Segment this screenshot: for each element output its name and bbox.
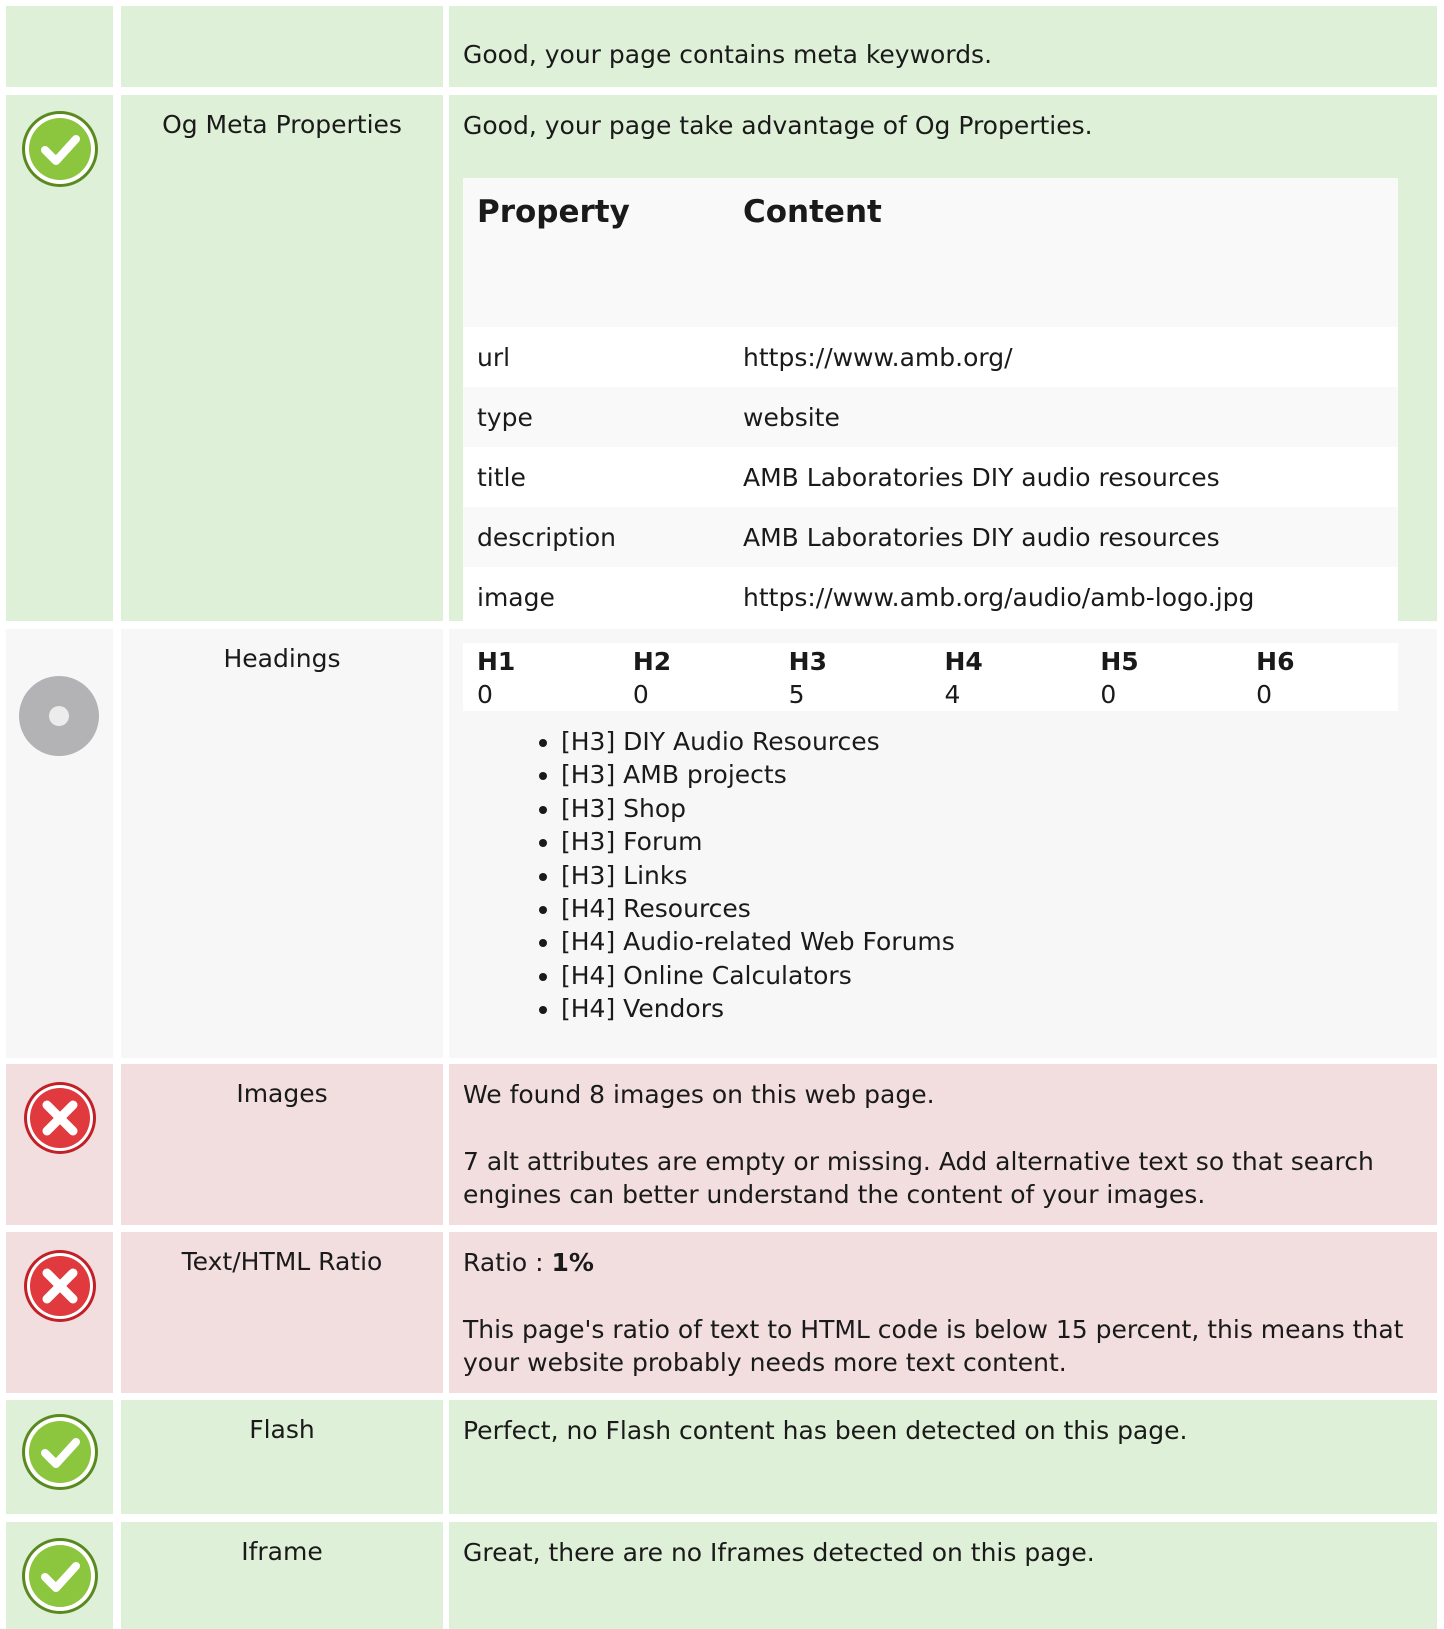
list-item: • [H3] AMB projects — [561, 758, 955, 791]
table-row — [463, 447, 1398, 507]
column-header-property: Property — [463, 178, 729, 327]
alt-attributes-message: 7 alt attributes are empty or missing. Add alternative text so that search engines can better understand the content of your images. — [463, 1147, 1374, 1209]
ratio-label: Ratio : — [463, 1248, 552, 1277]
list-item: • [H3] Links — [561, 859, 955, 892]
x-circle-icon — [20, 1246, 100, 1326]
heading-count-h3 — [775, 643, 931, 711]
column-header-content: Content — [729, 178, 1398, 327]
table-row — [463, 327, 1398, 387]
table-row — [463, 387, 1398, 447]
heading-count-h5 — [1086, 643, 1242, 711]
iframe-message: Great, there are no Iframes detected on this page. — [463, 1538, 1095, 1567]
name-cell — [121, 629, 443, 1058]
check-circle-icon — [20, 109, 100, 189]
row-title: Text/HTML Ratio — [181, 1247, 383, 1276]
property-cell: type — [463, 387, 729, 447]
name-cell — [121, 1064, 443, 1225]
heading-tag: H5 — [1100, 647, 1139, 676]
heading-tag: H6 — [1256, 647, 1295, 676]
property-cell: title — [463, 447, 729, 507]
row-title: Iframe — [241, 1537, 323, 1566]
property-cell: description — [463, 507, 729, 567]
flash-row — [0, 1400, 1444, 1514]
heading-tag: H3 — [788, 647, 827, 676]
heading-count: 0 — [1256, 680, 1273, 709]
status-cell — [6, 1522, 113, 1629]
content-cell: AMB Laboratories DIY audio resources — [729, 507, 1398, 567]
row-title: Flash — [249, 1415, 315, 1444]
result-cell — [449, 629, 1437, 1058]
list-item: • [H4] Audio-related Web Forums — [561, 925, 955, 958]
heading-count: 0 — [1100, 680, 1117, 709]
images-row — [0, 1064, 1444, 1225]
x-circle-icon — [20, 1078, 100, 1158]
name-cell — [121, 95, 443, 621]
status-cell — [6, 6, 113, 87]
status-cell — [6, 1400, 113, 1514]
text-html-ratio-row — [0, 1232, 1444, 1393]
name-cell — [121, 1400, 443, 1514]
content-cell: https://www.amb.org/ — [729, 327, 1398, 387]
property-cell: image — [463, 567, 729, 627]
row-title: Images — [236, 1079, 328, 1108]
headings-list — [463, 725, 955, 1026]
content-cell: AMB Laboratories DIY audio resources — [729, 447, 1398, 507]
dot-circle-icon — [19, 676, 99, 756]
result-cell — [449, 1232, 1437, 1393]
meta-keywords-row — [0, 6, 1444, 87]
heading-tag: H4 — [944, 647, 983, 676]
name-cell — [121, 1522, 443, 1629]
list-item: • [H3] DIY Audio Resources — [561, 725, 955, 758]
table-row — [463, 507, 1398, 567]
heading-tag: H2 — [632, 647, 672, 676]
name-cell — [121, 1232, 443, 1393]
result-cell — [449, 1064, 1437, 1225]
og-properties-row — [0, 95, 1444, 621]
list-item: • [H3] Forum — [561, 825, 955, 858]
row-title: Og Meta Properties — [162, 110, 402, 139]
headings-count-table — [463, 643, 1398, 711]
heading-count-h1 — [463, 643, 619, 711]
check-circle-icon — [20, 1536, 100, 1616]
iframe-row — [0, 1522, 1444, 1629]
result-cell — [449, 95, 1437, 621]
meta-keywords-message: Good, your page contains meta keywords. — [463, 40, 993, 69]
heading-count-h4 — [930, 643, 1086, 711]
status-cell — [6, 95, 113, 621]
table-row — [463, 567, 1398, 627]
status-cell — [6, 629, 113, 1058]
heading-count: 0 — [632, 680, 649, 709]
check-circle-icon — [20, 1412, 100, 1492]
list-item: • [H4] Vendors — [561, 992, 955, 1025]
heading-count-h6 — [1242, 643, 1398, 711]
ratio-line — [463, 1246, 1423, 1279]
list-item: • [H3] Shop — [561, 792, 955, 825]
status-cell — [6, 1064, 113, 1225]
result-cell — [449, 1522, 1437, 1629]
content-cell: website — [729, 387, 1398, 447]
heading-count: 0 — [477, 680, 493, 709]
name-cell — [121, 6, 443, 87]
content-cell: https://www.amb.org/audio/amb-logo.jpg — [729, 567, 1398, 627]
result-cell — [449, 1400, 1437, 1514]
flash-message: Perfect, no Flash content has been detected on this page. — [463, 1416, 1188, 1445]
og-properties-table — [463, 178, 1398, 627]
heading-count: 4 — [944, 680, 961, 709]
result-cell — [449, 6, 1437, 87]
heading-count-h2 — [619, 643, 775, 711]
list-item: • [H4] Online Calculators — [561, 959, 955, 992]
heading-count: 5 — [788, 680, 805, 709]
list-item: • [H4] Resources — [561, 892, 955, 925]
heading-tag: H1 — [477, 647, 516, 676]
row-title: Headings — [223, 644, 341, 673]
headings-row — [0, 629, 1444, 1058]
ratio-message: This page's ratio of text to HTML code is below 15 percent, this means that your website probably needs more text content. — [463, 1315, 1404, 1377]
ratio-value: 1% — [551, 1248, 594, 1277]
table-header-row — [463, 178, 1398, 327]
images-found-message: We found 8 images on this web page. — [463, 1080, 935, 1109]
property-cell: url — [463, 327, 729, 387]
status-cell — [6, 1232, 113, 1393]
og-message: Good, your page take advantage of Og Properties. — [463, 111, 1093, 140]
